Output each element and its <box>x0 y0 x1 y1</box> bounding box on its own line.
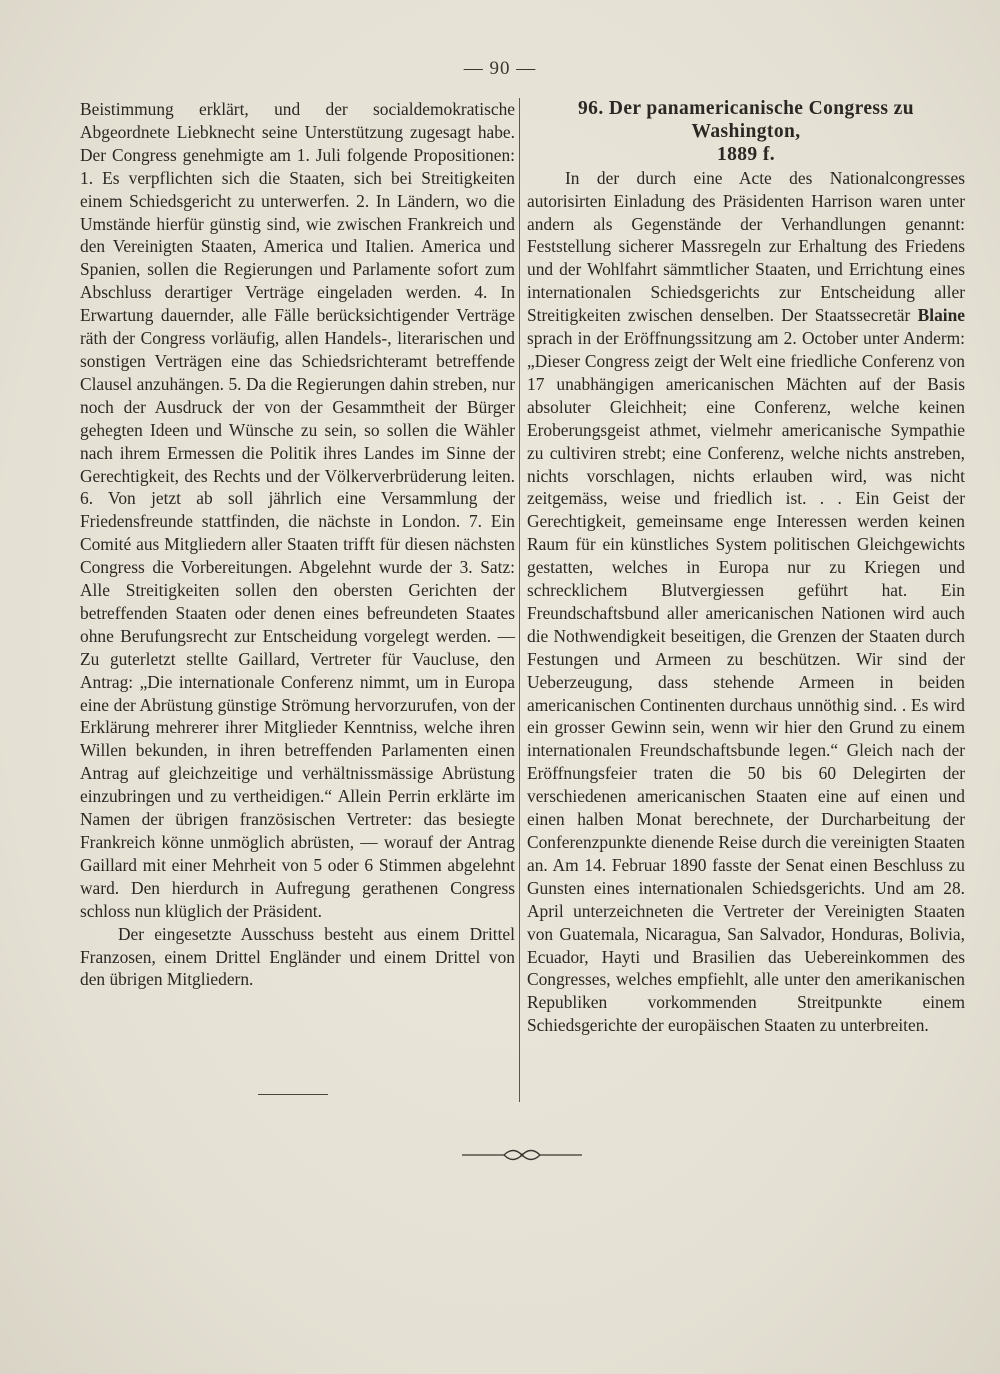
column-divider <box>519 98 520 1102</box>
section-end-rule <box>258 1094 328 1095</box>
section-year: 1889 f. <box>716 143 776 165</box>
section-number: 96. <box>578 98 604 119</box>
right-text-before-name: In der durch eine Acte des Nationalcongresses autorisirten Einladung des Präsidenten Harrison waren unter andern als Gegenstände der Verhandlungen genannt: Feststellung sicherer Massregeln zur Erhaltung des Friedens und der Wohlfahrt sämmtlicher Staaten, und Errichtung eines internationalen Schiedsgerichts zur Entscheidung aller Streitigkeiten zwischen denselben. Der Staatssecretär <box>527 167 965 326</box>
left-paragraph-1: Beistimmung erklärt, und der socialdemokratische Abgeordnete Liebknecht seine Unterstützung zugesagt habe. Der Congress genehmigte am 1. Juli folgende Propositionen: 1. Es verpflichten sich die Staaten, sich bei Streitigkeiten einem Schiedsgericht zu unterwerfen. 2. In Ländern, wo die Umstände hierfür günstig sind, wie zwischen Frankreich und den Vereinigten Staaten, America und Italien. America und Spanien, sollen die Regierungen und Parlamente sofort zum Abschluss derartiger Verträge eingeladen werden. 4. In Erwartung dauernder, alle Fälle berücksichtigender Verträge räth der Congress vorläufig, allen Handels-, literarischen und sonstigen Verträgen eine das Schiedsrichteramt betreffende Clausel anzuhängen. 5. Da die Regierungen dahin streben, nur noch der Ausdruck der von der Gesammtheit der Bürger gehegten Ideen und Wünsche zu sein, so sollen die Wähler nach ihrem Ermessen die Politik ihres Landes im Sinne der Gerechtigkeit, des Rechts und der Völkerverbrüderung leiten. 6. Von jetzt ab soll jährlich eine Versammlung der Friedensfreunde stattfinden, die nächste in London. 7. Ein Comité aus Mitgliedern aller Staaten trifft für diesen nächsten Congress die Vorbereitungen. Abgelehnt wurde der 3. Satz: Alle Streitigkeiten sollen den obersten Gerichten der betreffenden Staaten oder denen eines befreundeten Staates ohne Berufungsrecht zur Entscheidung vorgelegt werden. — Zu guterletzt stellte Gaillard, Vertreter für Vaucluse, den Antrag: „Die internationale Conferenz nimmt, um in Europa eine der Abrüstung günstige Strömung hervorzurufen, von der Erklärung mehrerer ihrer Mitglieder Kenntniss, welche ihren Willen bekunden, in ihren betreffenden Parlamenten einen Antrag auf gleichzeitige und verhältnissmässige Abrüstung einzubringen und zu vertheidigen.“ Allein Perrin erklärte im Namen der übrigen französischen Vertreter: das besiegte Frankreich könne unmöglich abrüsten, — worauf der Antrag Gaillard mit einer Mehrheit von 5 oder 6 Stimmen abgelehnt ward. Den hierdurch in Aufregung gerathenen Congress schloss nun klüglich der Präsident. <box>80 99 515 921</box>
ornamental-divider-icon <box>460 1147 584 1163</box>
page-number: — 90 — <box>463 58 537 79</box>
section-title: Der panamericanische Congress zu Washington, <box>608 98 914 142</box>
left-column <box>80 98 515 991</box>
section-heading <box>527 98 965 167</box>
right-text-after-name: sprach in der Eröffnungssitzung am 2. October unter Anderm: „Dieser Congress zeigt der Welt eine friedliche Conferenz von 17 unabhängigen americanischen Mächten auf der Basis absoluter Gleichheit; eine Conferenz, welche keinen Eroberungsgeist athmet, vielmehr americanische Sympathie zu cultiviren strebt; eine Conferenz, welche nichts anstreben, nichts vorschlagen, nichts erlauben wird, was nicht zeitgemäss, weise und friedlich ist. . . Ein Geist der Gerechtigkeit, gemeinsame enge Interessen werden keinen Raum für ein künstliches System politischen Gleichgewichts gestatten, welches in Europa nur zu Kriegen und schrecklichem Blutvergiessen geführt hat. Ein Freundschaftsbund aller americanischen Nationen wird auch die Nothwendigkeit beseitigen, die Grenzen der Staaten durch Festungen und Armeen zu beschützen. Wir sind der Ueberzeugung, dass stehende Armeen in beiden americanischen Continenten durchaus unnöthig sind. . Es wird ein grosser Gewinn sein, wenn wir hier den Grund zu einem internationalen Freundschaftsbunde legen.“ Gleich nach der Eröffnungsfeier traten die 50 bis 60 Delegirten der verschiedenen americanischen Staaten eine auf einen und einen halben Monat berechnete, der Durcharbeitung der Conferenzpunkte dienende Reise durch die vereinigten Staaten an. Am 14. Februar 1890 fasste der Senat einen Beschluss zu Gunsten eines internationalen Schiedsgerichts. Und am 28. April unterzeichneten die Vertreter der Vereinigten Staaten von Guatemala, Nicaragua, San Salvador, Honduras, Bolivia, Ecuador, Hayti und Brasilien das Uebereinkommen des Congresses, welches empfiehlt, alle unter den amerikanischen Republiken vorkommenden Streitpunkte einem Schiedsgerichte der europäischen Staaten zu unterbreiten. <box>527 328 965 1036</box>
right-column <box>527 98 965 1037</box>
right-paragraph-1 <box>527 167 965 1037</box>
left-paragraph-2: Der eingesetzte Ausschuss besteht aus einem Drittel Franzosen, einem Drittel Engländer und einem Drittel von den übrigen Mitgliedern. <box>80 923 515 990</box>
bold-name-blaine: Blaine <box>917 305 965 326</box>
